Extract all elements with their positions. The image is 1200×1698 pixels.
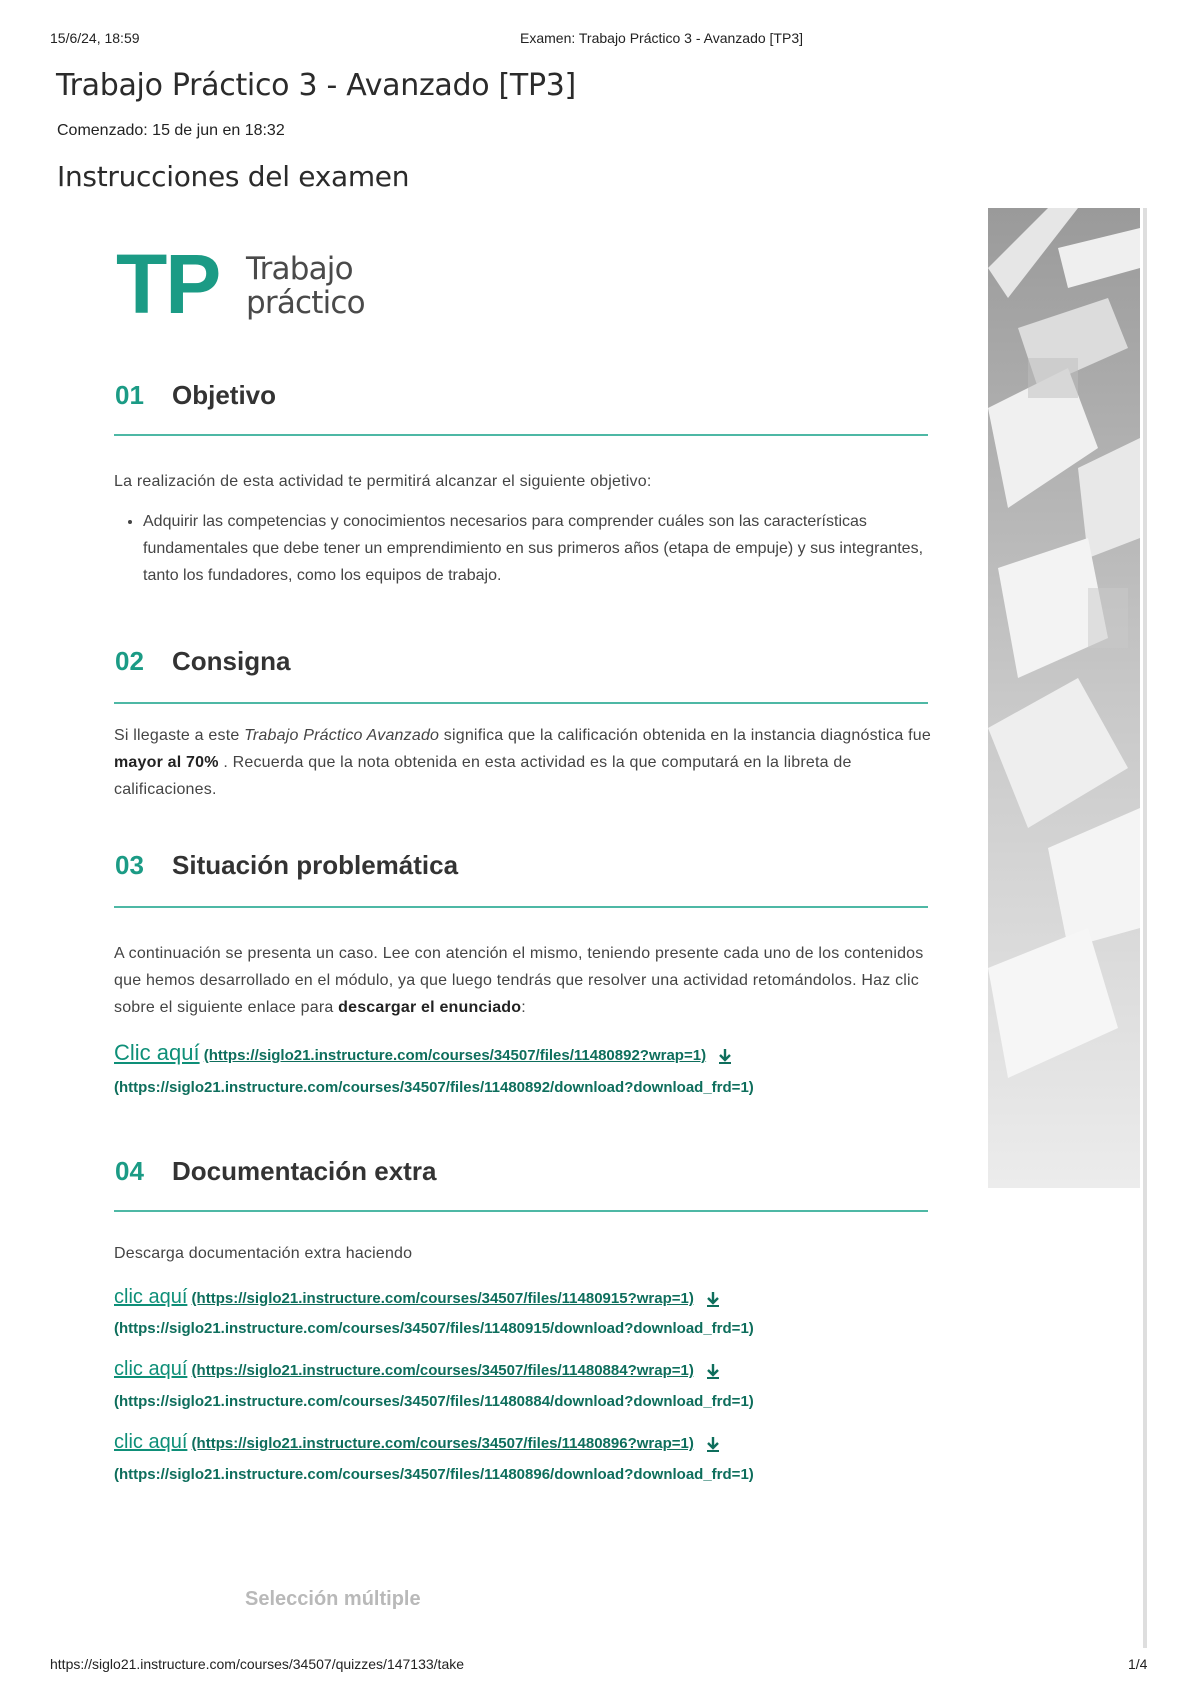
tp-logo-line1: Trabajo (246, 251, 353, 287)
extra-link[interactable]: clic aquí (114, 1286, 188, 1308)
extra-link-row (114, 1431, 722, 1454)
section-number: 04 (115, 1156, 144, 1186)
tp-logo-letters: TP (116, 237, 220, 331)
list-item: • Adquirir las competencias y conocimientos necesarios para comprender cuáles son las características fundamentales que debe tener un emprendimiento en sus primeros años (etapa de empuje) y sus integrantes, tanto los fundadores, como los equipos de trabajo. (143, 508, 955, 589)
section-divider (114, 906, 928, 908)
section-divider (114, 702, 928, 704)
download-icon[interactable] (704, 1435, 722, 1453)
section-situacion-heading (115, 850, 458, 881)
enunciado-link-row (114, 1040, 734, 1066)
objetivo-list (118, 508, 955, 589)
print-url: https://siglo21.instructure.com/courses/34507/quizzes/147133/take (50, 1656, 465, 1672)
section-number: 01 (115, 380, 144, 410)
tp-logo-text (246, 252, 365, 320)
section-title: Consigna (172, 646, 291, 676)
section-number: 03 (115, 850, 144, 880)
section-title: Situación problemática (172, 850, 459, 880)
extra-link-url[interactable]: (https://siglo21.instructure.com/courses/34507/files/11480884?wrap=1) (191, 1362, 694, 1379)
extra-link-url[interactable]: (https://siglo21.instructure.com/courses/34507/files/11480915?wrap=1) (191, 1290, 694, 1307)
situacion-paragraph (114, 940, 934, 1021)
text-emphasis: Trabajo Práctico Avanzado (244, 727, 440, 744)
extra-link[interactable]: clic aquí (114, 1358, 188, 1380)
extra-download-url[interactable]: (https://siglo21.instructure.com/courses/34507/files/11480884/download?download_frd=1) (114, 1393, 754, 1410)
enunciado-link[interactable]: Clic aquí (114, 1040, 200, 1065)
text-run: : (521, 999, 526, 1016)
extra-download-url[interactable]: (https://siglo21.instructure.com/courses/34507/files/11480896/download?download_frd=1) (114, 1466, 754, 1483)
download-icon[interactable] (716, 1047, 734, 1065)
text-run: . Recuerda que la nota obtenida en esta actividad es la que computará en la libreta de calificaciones. (114, 754, 852, 798)
tp-logo-line2: práctico (246, 285, 365, 321)
objetivo-intro: La realización de esta actividad te permitirá alcanzar el siguiente objetivo: (114, 473, 652, 490)
section-consigna-heading (115, 646, 290, 677)
section-title: Objetivo (172, 380, 277, 410)
extra-link-row (114, 1286, 722, 1309)
print-page-number: 1/4 (1128, 1656, 1148, 1672)
extra-link-row (114, 1358, 722, 1381)
download-icon[interactable] (704, 1290, 722, 1308)
text-run: significa que la calificación obtenida en la instancia diagnóstica fue (439, 727, 931, 744)
section-number: 02 (115, 646, 144, 676)
exam-title: Trabajo Práctico 3 - Avanzado [TP3] (56, 68, 576, 103)
text-strong: mayor al 70% (114, 754, 219, 771)
documentacion-intro: Descarga documentación extra haciendo (114, 1245, 413, 1262)
download-icon[interactable] (704, 1362, 722, 1380)
text-run: A continuación se presenta un caso. Lee con atención el mismo, teniendo presente cada uno de los contenidos que hemos desarrollado en el módulo, ya que luego tendrás que resolver una actividad retomándolos. Haz clic sobre el siguiente enlace para (114, 945, 924, 1016)
started-timestamp: Comenzado: 15 de jun en 18:32 (57, 122, 285, 139)
scrollbar[interactable] (1143, 208, 1147, 1648)
section-objetivo-heading (115, 380, 276, 411)
print-datetime: 15/6/24, 18:59 (50, 30, 140, 46)
instructions-heading: Instrucciones del examen (57, 160, 410, 193)
enunciado-download-url[interactable]: (https://siglo21.instructure.com/courses/34507/files/11480892/download?download_frd=1) (114, 1079, 754, 1096)
text-strong: descargar el enunciado (338, 999, 522, 1016)
section-documentacion-heading (115, 1156, 436, 1187)
enunciado-link-url[interactable]: (https://siglo21.instructure.com/courses/34507/files/11480892?wrap=1) (203, 1047, 707, 1064)
section-divider (114, 434, 928, 436)
consigna-paragraph (114, 722, 934, 803)
decorative-architecture-image (988, 208, 1140, 1188)
question-type-label: Selección múltiple (245, 1588, 421, 1610)
section-divider (114, 1210, 928, 1212)
section-title: Documentación extra (172, 1156, 437, 1186)
text-run: Si llegaste a este (114, 727, 245, 744)
extra-link[interactable]: clic aquí (114, 1431, 188, 1453)
extra-link-url[interactable]: (https://siglo21.instructure.com/courses/34507/files/11480896?wrap=1) (191, 1435, 694, 1452)
print-page-title: Examen: Trabajo Práctico 3 - Avanzado [TP3] (520, 30, 804, 46)
extra-download-url[interactable]: (https://siglo21.instructure.com/courses/34507/files/11480915/download?download_frd=1) (114, 1320, 754, 1337)
